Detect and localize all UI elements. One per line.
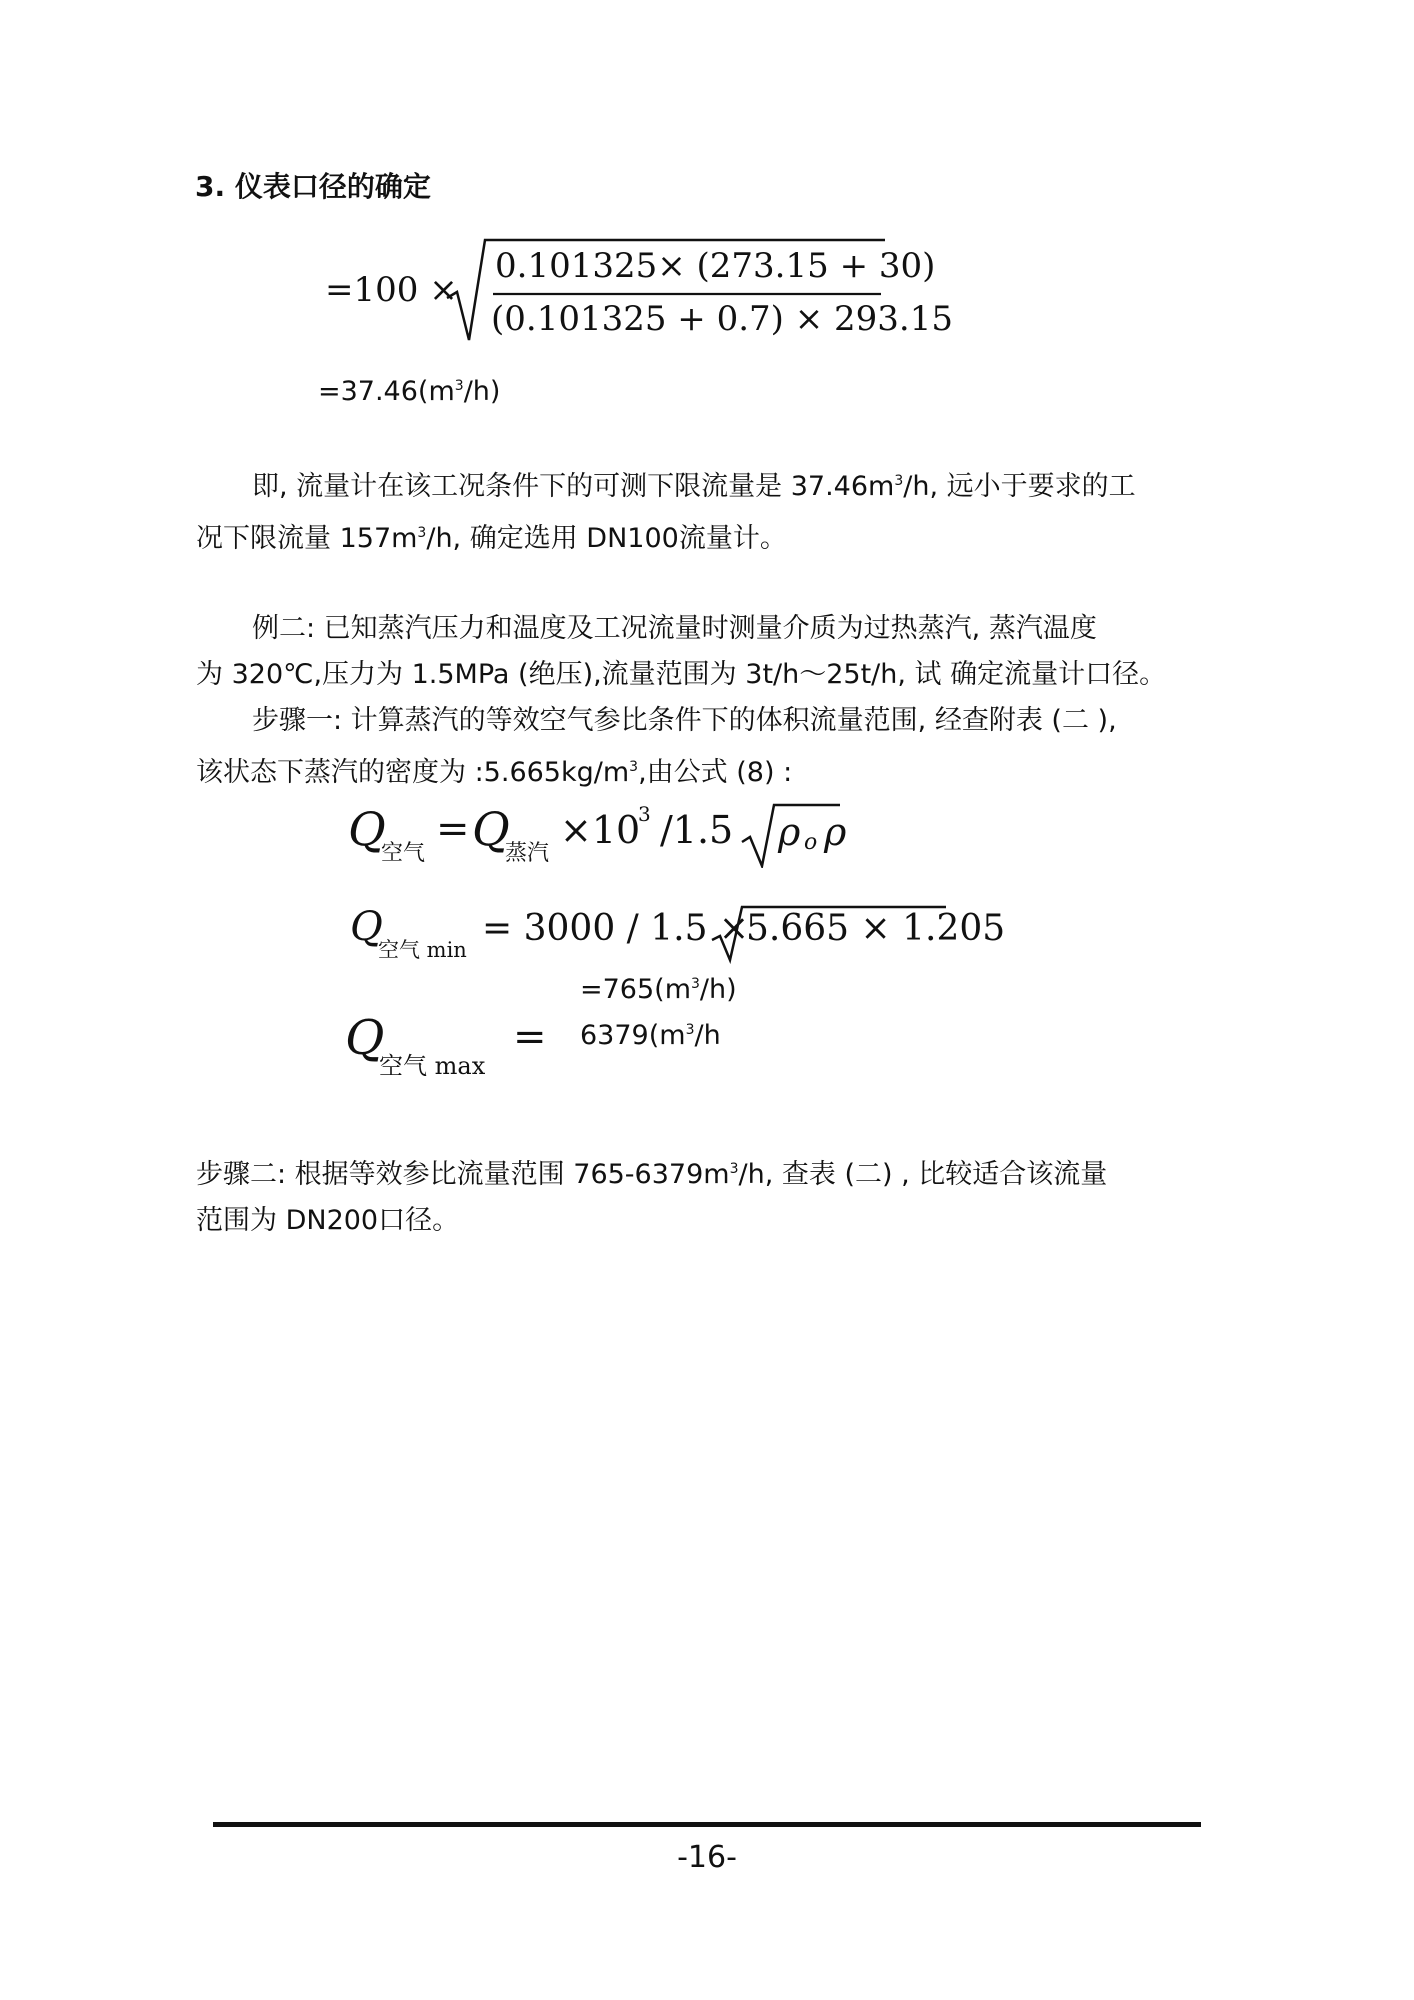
formula-2: Q 空气 = Q 蒸汽 ×10 3 /1.5 ρ o ρ (348, 802, 847, 866)
formula-1-result: $=37.46(m^3/h)$ (318, 376, 501, 407)
example-2-paragraph (196, 606, 1166, 796)
example-2-line-2: 为 320℃,压力为 1.5MPa (绝压),流量范围为 3t/h～25t/h, 试 确定流量计口径。 (196, 659, 1167, 690)
formula-1-numerator: 0.101325× (273.15 + 30) (495, 246, 936, 286)
formula-3-result: $=765(m^3/h)$ (580, 974, 737, 1005)
formula-1 (325, 232, 954, 352)
paragraph-1-line-1: 即, 流量计在该工况条件下的可测下限流量是 $37.46m^3/h$, 远小于要求的工 (252, 471, 1136, 502)
formula-1-denominator: (0.101325 + 0.7) × 293.15 (491, 299, 954, 339)
example-2-line-4: 该状态下蒸汽的密度为 $:5.665kg/m^3$,由公式 (8) : (196, 757, 793, 788)
page-number: -16- (677, 1840, 737, 1875)
step-2-line-2: 范围为 DN200口径。 (196, 1205, 460, 1236)
footer-rule (213, 1822, 1201, 1827)
formula-4: Q 空气 max = (345, 1010, 547, 1080)
formula-1-prefix: =100 × (325, 270, 458, 310)
paragraph-1-line-2: 况下限流量 $157m^3/h$, 确定选用 DN100流量计。 (196, 523, 787, 554)
step-2-line-1: 步骤二: 根据等效参比流量范围 $765-6379m^3/h$, 查表 (二) , 比较适合该流量 (196, 1159, 1108, 1190)
example-2-line-1: 例二: 已知蒸汽压力和温度及工况流量时测量介质为过热蒸汽, 蒸汽温度 (252, 613, 1097, 644)
section-heading: 3. 仪表口径的确定 (195, 170, 431, 203)
formula-4-result: $6379(m^3/h$ (580, 1020, 721, 1051)
example-2-line-3: 步骤一: 计算蒸汽的等效空气参比条件下的体积流量范围, 经查附表 (二 ), (252, 705, 1117, 736)
step-2-paragraph (196, 1146, 1107, 1244)
formula-3: Q 空气 min = 3000 / 1.5 × 5.665 × 1.205 (350, 904, 1006, 962)
paragraph-1 (196, 458, 1136, 562)
